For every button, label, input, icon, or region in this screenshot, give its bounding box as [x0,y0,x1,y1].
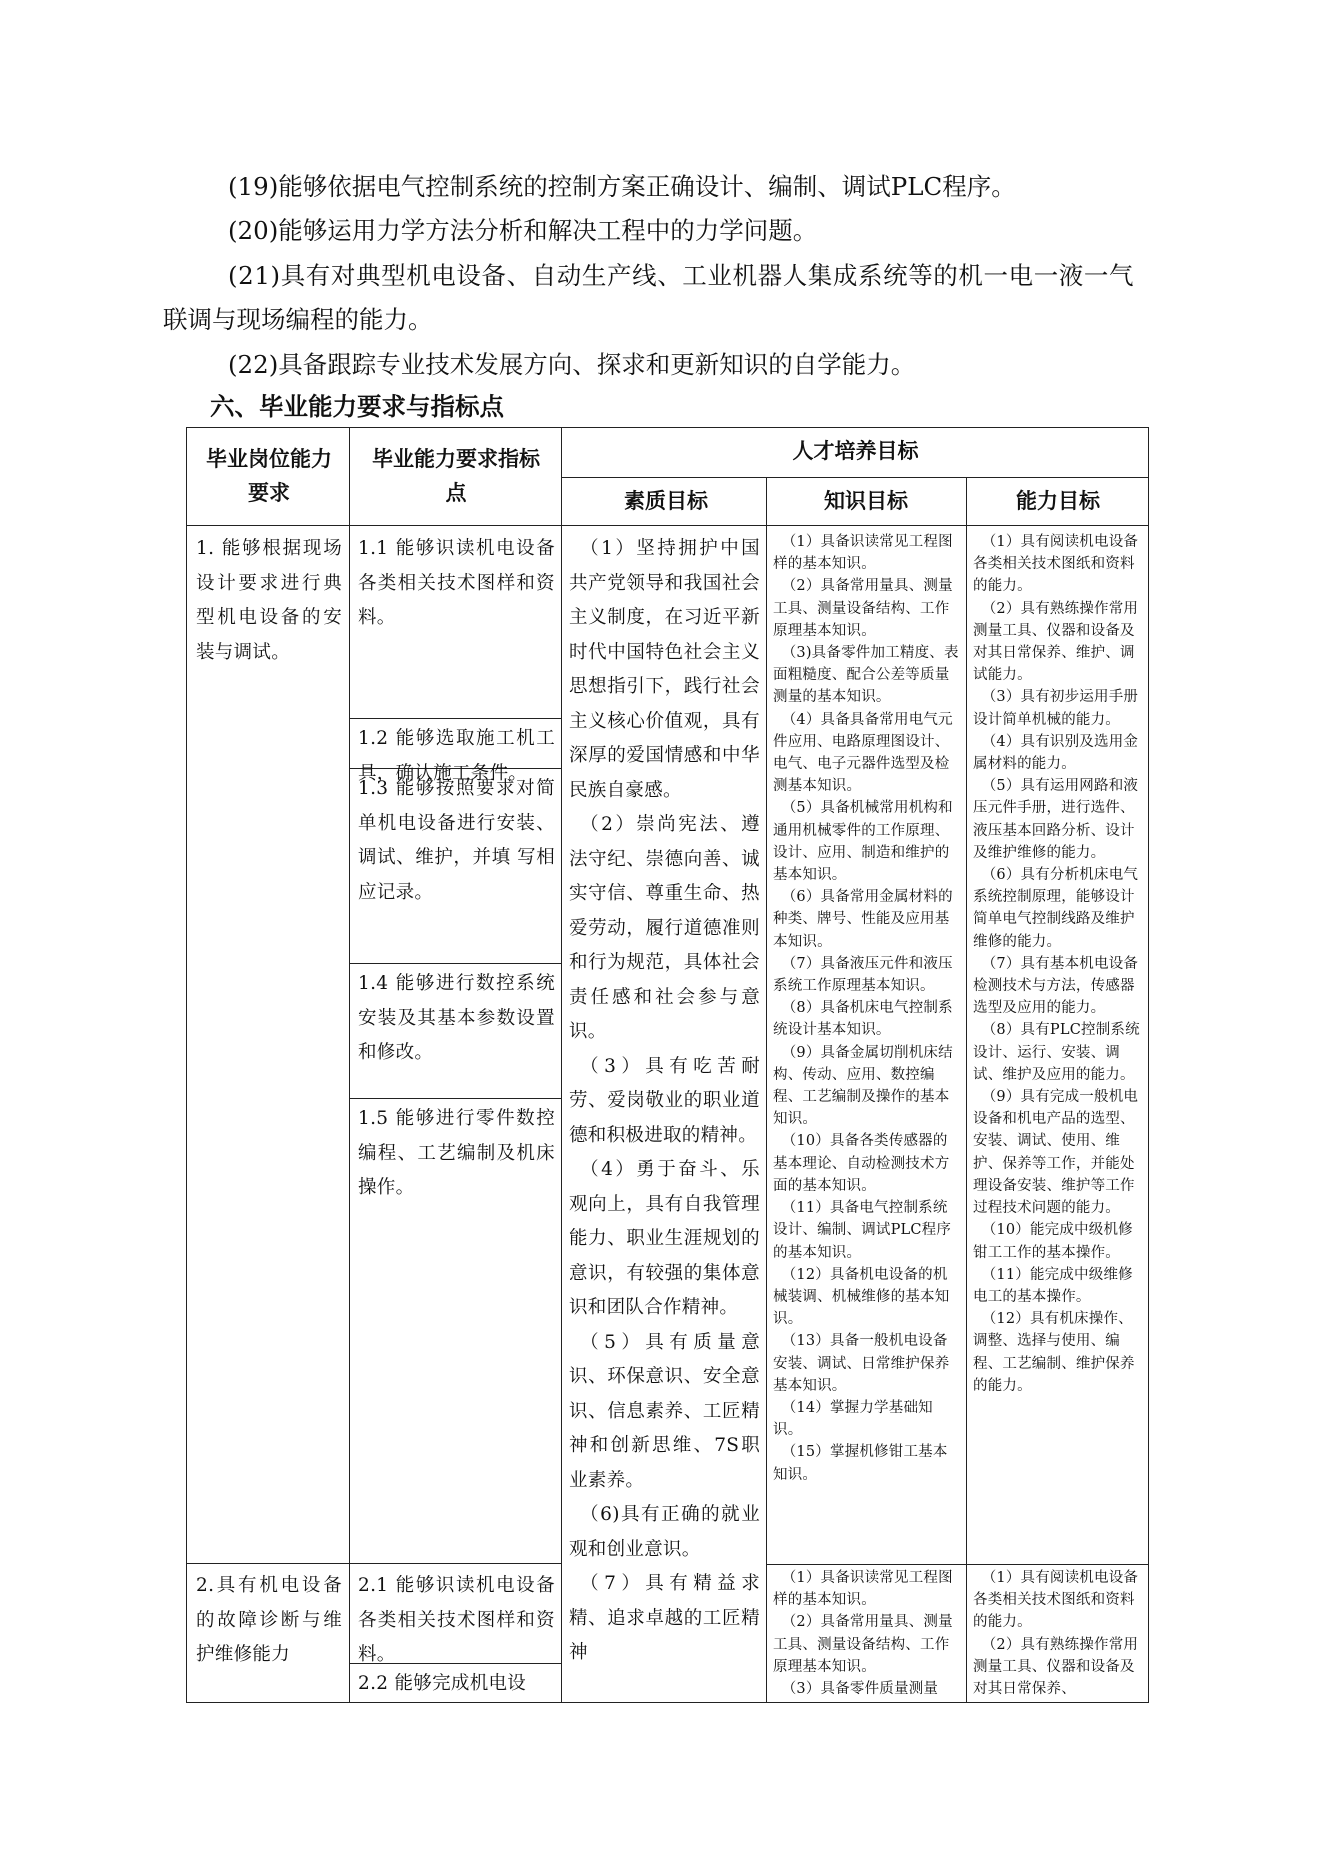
requirement-2: 2.具有机电设备的故障诊断与维护维修能力 [196,1575,342,1665]
ability-goal-item: （4）具有识别及选用金属材料的能力。 [973,733,1139,773]
knowledge-goal-item: （10）具备各类传感器的基本理论、自动检测技术方面的基本知识。 [773,1133,950,1194]
knowledge-goals-list-1 [773,531,961,1561]
ability-goals-list-2 [973,1567,1145,1699]
indicator-2-2: 2.2 能够完成机电设 [358,1673,527,1694]
knowledge-goal-item: （11）具备电气控制系统设计、编制、调试PLC程序的基本知识。 [773,1200,952,1261]
ability-requirements-table [186,427,1149,1703]
ability-goal-item: （6）具有分析机床电气系统控制原理，能够设计简单电气控制线路及维护维修的能力。 [973,867,1139,950]
knowledge-goal-item: （2）具备常用量具、测量工具、测量设备结构、工作原理基本知识。 [773,578,953,639]
quality-goal-item: （4）勇于奋斗、乐观向上，具有自我管理能力、职业生涯规划的意识，有较强的集体意识和团队合作精神。 [569,1159,760,1318]
indicator-1-3: 1.3 能够按照要求对简单机电设备进行安装、调试、维护，并填 写相应记录。 [358,778,555,903]
quality-goal-item: （2）崇尚宪法、遵法守纪、崇德向善、诚实守信、尊重生命、热爱劳动，履行道德准则和行为规范，具体社会责任感和社会参与意识。 [569,814,760,1042]
indicator-1-2: 1.2 能够选取施工机工具，确认施工条件。 [358,728,555,784]
knowledge-goal-item: （6）具备常用金属材料的种类、牌号、性能及应用基本知识。 [773,889,953,950]
quality-goals-list [569,532,760,1700]
ability-goal-item: （9）具有完成一般机电设备和机电产品的选型、安装、调试、使用、维护、保养等工作，并能处理设备安装、维护等工作过程技术问题的能力。 [973,1089,1139,1217]
quality-goal-item: （5）具有质量意识、环保意识、安全意识、信息素养、工匠精神和创新思维、7S职业素养。 [569,1331,760,1491]
ability-goal-item: （3）具有初步运用手册设计简单机械的能力。 [973,689,1139,728]
paragraph-21-line1: (21)具有对典型机电设备、自动生产线、工业机器人集成系统等的机一电一液一气 [228,261,1135,290]
knowledge-goal-item: （4）具备具备常用电气元件应用、电路原理图设计、电气、电子元器件选型及检测基本知识。 [773,711,953,795]
ability-goal-item: （11）能完成中级维修电工的基本操作。 [973,1266,1133,1305]
knowledge-goal-item: （15）掌握机修钳工基本知识。 [773,1444,948,1483]
quality-goal-item: （1）坚持拥护中国共产党领导和我国社会主义制度，在习近平新时代中国特色社会主义思想指引下，践行社会主义核心价值观，具有深厚的爱国情感和中华民族自豪感。 [569,538,760,801]
ability-goal-item: （1）具有阅读机电设备各类相关技术图纸和资料的能力。 [973,534,1139,595]
quality-goal-item: （3）具有吃苦耐劳、爱岗敬业的职业道德和积极进取的精神。 [569,1055,760,1146]
knowledge-goal-item: （5）具备机械常用机构和通用机械零件的工作原理、设计、应用、制造和维护的基本知识。 [773,800,953,884]
knowledge-goal-item: （13）具备一般机电设备安装、调试、日常维护保养基本知识。 [773,1333,950,1394]
indicator-1-4: 1.4 能够进行数控系统安装及其基本参数设置和修改。 [358,973,555,1063]
header-post-ability: 毕业岗位能力要求 [206,447,332,505]
paragraph-20: (20)能够运用力学方法分析和解决工程中的力学问题。 [228,216,818,245]
knowledge-goal-item: （12）具备机电设备的机械装调、机械维修的基本知识。 [773,1266,950,1328]
header-indicator-points: 毕业能力要求指标点 [372,447,540,505]
knowledge-goal-item: （9）具备金属切削机床结构、传动、应用、数控编程、工艺编制及操作的基本知识。 [773,1044,953,1128]
indicator-1-5: 1.5 能够进行零件数控编程、工艺编制及机床操作。 [358,1108,555,1198]
knowledge-goal-item: （1）具备识读常见工程图样的基本知识。 [773,534,953,573]
knowledge-goal-item: （3）具备零件质量测量 [781,1681,939,1698]
header-quality-goals: 素质目标 [624,489,708,513]
ability-goal-item: （5）具有运用网路和液压元件手册，进行选件、液压基本回路分析、设计及维护维修的能力。 [973,778,1139,861]
paragraph-19: (19)能够依据电气控制系统的控制方案正确设计、编制、调试PLC程序。 [228,172,1016,201]
knowledge-goal-item: （2）具备常用量具、测量工具、测量设备结构、工作原理基本知识。 [773,1614,953,1675]
header-training-goals: 人才培养目标 [792,439,919,463]
ability-goals-list-1 [973,531,1145,1561]
header-knowledge-goals: 知识目标 [824,489,908,513]
knowledge-goals-list-2 [773,1567,961,1699]
ability-goal-item: （2）具有熟练操作常用测量工具、仪器和设备及对其日常保养、 [973,1636,1139,1698]
header-ability-goals: 能力目标 [1016,489,1100,513]
knowledge-goal-item: （14）掌握力学基础知识。 [773,1399,933,1439]
ability-goal-item: （12）具有机床操作、调整、选择与使用、编程、工艺编制、维护保养的能力。 [973,1311,1135,1394]
section-heading: 六、毕业能力要求与指标点 [210,392,504,421]
ability-goal-item: （1）具有阅读机电设备各类相关技术图纸和资料的能力。 [973,1570,1139,1631]
knowledge-goal-item: （8）具备机床电气控制系统设计基本知识。 [773,1000,953,1039]
ability-goal-item: （8）具有PLC控制系统设计、运行、安装、调试、维护及应用的能力。 [973,1022,1140,1083]
ability-goal-item: （10）能完成中级机修钳工工作的基本操作。 [973,1222,1133,1261]
indicator-1-1: 1.1 能够识读机电设备各类相关技术图样和资料。 [358,538,555,628]
quality-goal-item: （6)具有正确的就业观和创业意识。 [569,1504,760,1560]
paragraph-21-line2: 联调与现场编程的能力。 [163,305,433,334]
ability-goal-item: （2）具有熟练操作常用测量工具、仪器和设备及对其日常保养、维护、调试能力。 [973,600,1139,684]
quality-goal-item: （7）具有精益求精、追求卓越的工匠精神 [569,1573,760,1663]
indicator-2-1: 2.1 能够识读机电设备各类相关技术图样和资料。 [358,1575,555,1665]
paragraph-22: (22)具备跟踪专业技术发展方向、探求和更新知识的自学能力。 [228,350,916,379]
ability-goal-item: （7）具有基本机电设备检测技术与方法，传感器选型及应用的能力。 [973,955,1139,1017]
knowledge-goal-item: （1）具备识读常见工程图样的基本知识。 [773,1570,953,1609]
knowledge-goal-item: （3)具备零件加工精度、表面粗糙度、配合公差等质量测量的基本知识。 [773,645,959,706]
requirement-1: 1. 能够根据现场设计要求进行典型机电设备的安装与调试。 [196,538,342,663]
knowledge-goal-item: （7）具备液压元件和液压系统工作原理基本知识。 [773,955,953,995]
